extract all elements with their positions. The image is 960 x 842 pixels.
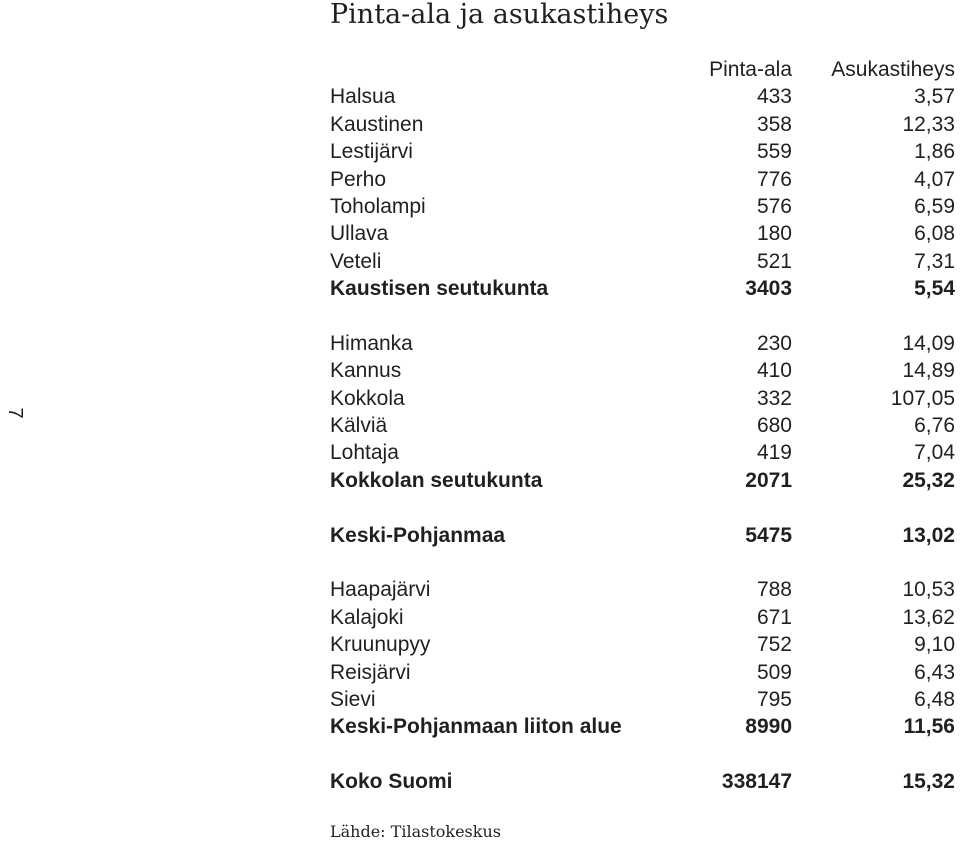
cell-area: 776 bbox=[756, 167, 792, 191]
cell-density: 6,48 bbox=[914, 687, 955, 711]
table-row bbox=[330, 439, 955, 466]
cell-density: 6,08 bbox=[914, 222, 955, 246]
table-row bbox=[330, 248, 955, 275]
table-row bbox=[330, 631, 955, 658]
cell-density: 3,57 bbox=[914, 85, 955, 109]
cell-name: Keski-Pohjanmaa bbox=[330, 523, 506, 547]
cell-density: 14,09 bbox=[902, 331, 955, 355]
column-header-area: Pinta-ala bbox=[709, 58, 792, 81]
cell-name: Kaustinen bbox=[330, 112, 424, 136]
group-spacer bbox=[330, 303, 955, 330]
cell-name: Veteli bbox=[330, 249, 382, 273]
table-row bbox=[330, 138, 955, 165]
table-row bbox=[330, 220, 955, 247]
cell-area: 788 bbox=[756, 578, 792, 602]
group-spacer bbox=[330, 549, 955, 576]
table-row bbox=[330, 330, 955, 357]
cell-density: 6,43 bbox=[914, 660, 955, 684]
cell-name: Kokkola bbox=[330, 386, 405, 410]
cell-area: 358 bbox=[756, 112, 792, 136]
cell-name: Ullava bbox=[330, 222, 389, 246]
table-body bbox=[330, 83, 955, 795]
cell-density: 25,32 bbox=[902, 468, 955, 492]
cell-area: 433 bbox=[756, 85, 792, 109]
table-total-row bbox=[330, 768, 955, 795]
cell-density: 5,54 bbox=[914, 277, 955, 301]
cell-density: 4,07 bbox=[914, 167, 955, 191]
source-note: Lähde: Tilastokeskus bbox=[330, 822, 501, 841]
cell-area: 419 bbox=[756, 441, 792, 465]
cell-density: 10,53 bbox=[902, 578, 955, 602]
table-row bbox=[330, 686, 955, 713]
cell-name: Keski-Pohjanmaan liiton alue bbox=[330, 715, 622, 739]
table-total-row bbox=[330, 467, 955, 494]
table-row bbox=[330, 166, 955, 193]
cell-density: 9,10 bbox=[914, 633, 955, 657]
cell-name: Kruunupyy bbox=[330, 633, 431, 657]
cell-name: Halsua bbox=[330, 85, 396, 109]
cell-name: Toholampi bbox=[330, 194, 426, 218]
cell-name: Lestijärvi bbox=[330, 140, 413, 164]
table-row bbox=[330, 357, 955, 384]
table-row bbox=[330, 576, 955, 603]
cell-name: Sievi bbox=[330, 687, 376, 711]
cell-density: 12,33 bbox=[902, 112, 955, 136]
cell-area: 5475 bbox=[745, 523, 792, 547]
cell-area: 2071 bbox=[745, 468, 792, 492]
cell-density: 7,04 bbox=[914, 441, 955, 465]
cell-density: 13,62 bbox=[902, 605, 955, 629]
cell-area: 8990 bbox=[745, 715, 792, 739]
table-row bbox=[330, 604, 955, 631]
table-row bbox=[330, 83, 955, 110]
cell-name: Kalajoki bbox=[330, 605, 404, 629]
cell-name: Lohtaja bbox=[330, 441, 399, 465]
table-total-row bbox=[330, 713, 955, 740]
cell-name: Kälviä bbox=[330, 414, 388, 438]
page-title: Pinta-ala ja asukastiheys bbox=[330, 0, 669, 30]
cell-area: 680 bbox=[756, 414, 792, 438]
cell-name: Haapajärvi bbox=[330, 578, 431, 602]
cell-density: 11,56 bbox=[903, 715, 955, 739]
cell-density: 107,05 bbox=[890, 386, 955, 410]
table-row bbox=[330, 659, 955, 686]
cell-area: 338147 bbox=[721, 770, 792, 794]
cell-name: Kokkolan seutukunta bbox=[330, 468, 543, 492]
table-row bbox=[330, 193, 955, 220]
cell-density: 6,59 bbox=[914, 194, 955, 218]
cell-area: 576 bbox=[756, 194, 792, 218]
cell-density: 7,31 bbox=[914, 249, 955, 273]
table-row bbox=[330, 385, 955, 412]
cell-area: 559 bbox=[756, 140, 792, 164]
cell-area: 752 bbox=[756, 633, 792, 657]
cell-name: Koko Suomi bbox=[330, 770, 453, 794]
cell-name: Kannus bbox=[330, 359, 402, 383]
cell-name: Himanka bbox=[330, 331, 413, 355]
page-number: 7 bbox=[4, 407, 26, 419]
group-spacer bbox=[330, 741, 955, 768]
cell-area: 230 bbox=[756, 331, 792, 355]
area-density-table bbox=[330, 56, 955, 796]
cell-area: 795 bbox=[756, 687, 792, 711]
cell-density: 1,86 bbox=[914, 140, 955, 164]
cell-density: 6,76 bbox=[914, 414, 955, 438]
table-row bbox=[330, 111, 955, 138]
cell-density: 13,02 bbox=[902, 523, 955, 547]
column-header-density: Asukastiheys bbox=[831, 58, 955, 81]
cell-area: 332 bbox=[756, 386, 792, 410]
cell-density: 15,32 bbox=[902, 770, 955, 794]
cell-area: 3403 bbox=[745, 277, 792, 301]
cell-name: Perho bbox=[330, 167, 387, 191]
cell-area: 509 bbox=[756, 660, 792, 684]
cell-name: Kaustisen seutukunta bbox=[330, 277, 549, 301]
cell-area: 180 bbox=[756, 222, 792, 246]
cell-area: 521 bbox=[756, 249, 792, 273]
cell-area: 671 bbox=[756, 605, 792, 629]
group-spacer bbox=[330, 494, 955, 521]
cell-density: 14,89 bbox=[902, 359, 955, 383]
cell-name: Reisjärvi bbox=[330, 660, 411, 684]
table-total-row bbox=[330, 522, 955, 549]
table-row bbox=[330, 412, 955, 439]
cell-area: 410 bbox=[756, 359, 792, 383]
table-total-row bbox=[330, 275, 955, 302]
table-header-row bbox=[330, 56, 955, 83]
